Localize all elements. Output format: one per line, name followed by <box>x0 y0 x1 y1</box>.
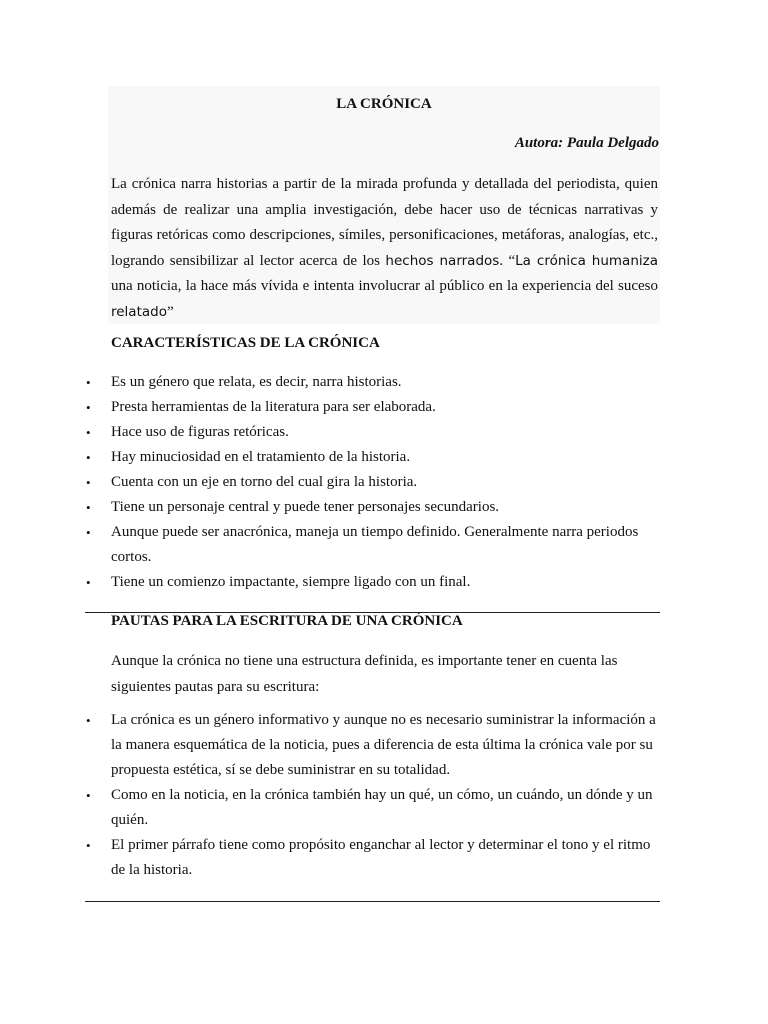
list-item <box>0 395 659 420</box>
intro-text-1: La crónica narra historias a partir de la mirada profunda y detallada del periodista, quien además de realizar una amplia investigación, debe hacer uso de técnicas narrativas y figuras retóricas como descripciones, símiles, personificaciones, metáforas, analogías, etc., logrando sensibilizar al lector acerca de los <box>111 176 658 269</box>
list-item-text: Cuenta con un eje en torno del cual gira la historia. <box>111 474 418 490</box>
bullet-icon: • <box>86 500 91 515</box>
list-item-text: Es un género que relata, es decir, narra historias. <box>111 374 402 390</box>
pautas-intro-paragraph: Aunque la crónica no tiene una estructura definida, es importante tener en cuenta las siguientes pautas para su escritura: <box>111 653 618 695</box>
intro-quote-start: La crónica humaniza <box>515 252 658 269</box>
author-line: Autora: Paula Delgado <box>514 135 659 151</box>
bullet-icon: • <box>86 838 91 853</box>
list-item <box>0 708 659 783</box>
bullet-icon: • <box>86 425 91 440</box>
list-item <box>0 470 659 495</box>
intro-hechos-narrados: hechos narrados <box>385 252 500 269</box>
intro-text-4: ” <box>166 303 174 320</box>
list-item <box>0 783 659 833</box>
caracteristicas-list <box>0 370 659 595</box>
list-item <box>0 445 659 470</box>
document-title: LA CRÓNICA <box>336 96 432 112</box>
bullet-icon: • <box>86 713 91 728</box>
intro-paragraph <box>111 172 658 326</box>
bullet-icon: • <box>86 375 91 390</box>
bullet-icon: • <box>86 400 91 415</box>
bullet-icon: • <box>86 450 91 465</box>
list-item-text: Tiene un comienzo impactante, siempre ligado con un final. <box>111 574 471 590</box>
list-item <box>0 420 659 445</box>
list-item-text: Hace uso de figuras retóricas. <box>111 424 289 440</box>
section-heading-pautas: PAUTAS PARA LA ESCRITURA DE UNA CRÓNICA <box>111 613 463 629</box>
list-item <box>0 370 659 395</box>
intro-text-2: . “ <box>499 252 516 269</box>
pautas-list <box>0 708 659 883</box>
list-item-text: Aunque puede ser anacrónica, maneja un tiempo definido. Generalmente narra periodos cortos. <box>111 524 639 565</box>
bullet-icon: • <box>86 575 91 590</box>
list-item <box>0 833 659 883</box>
list-item-text: Tiene un personaje central y puede tener personajes secundarios. <box>111 499 500 515</box>
bullet-icon: • <box>86 788 91 803</box>
list-item-text: Presta herramientas de la literatura para ser elaborada. <box>111 399 436 415</box>
list-item <box>0 570 659 595</box>
list-item-text: La crónica es un género informativo y aunque no es necesario suministrar la información a la manera esquemática de la noticia, pues a diferencia de esta última la crónica vale por su propuesta estética, sí se debe suministrar en su totalidad. <box>111 712 656 778</box>
intro-relatado: relatado <box>111 303 167 320</box>
intro-text-3: una noticia, la hace más vívida e intenta involucrar al público en la experiencia del suceso <box>111 278 658 295</box>
list-item-text: Como en la noticia, en la crónica también hay un qué, un cómo, un cuándo, un dónde y un quién. <box>111 787 653 828</box>
list-item-text: Hay minuciosidad en el tratamiento de la historia. <box>111 449 411 465</box>
list-item-text: El primer párrafo tiene como propósito enganchar al lector y determinar el tono y el ritmo de la historia. <box>111 837 651 878</box>
section-heading-caracteristicas: CARACTERÍSTICAS DE LA CRÓNICA <box>111 335 380 351</box>
list-item <box>0 520 659 570</box>
bullet-icon: • <box>86 475 91 490</box>
horizontal-rule <box>85 901 660 902</box>
list-item <box>0 495 659 520</box>
bullet-icon: • <box>86 525 91 540</box>
